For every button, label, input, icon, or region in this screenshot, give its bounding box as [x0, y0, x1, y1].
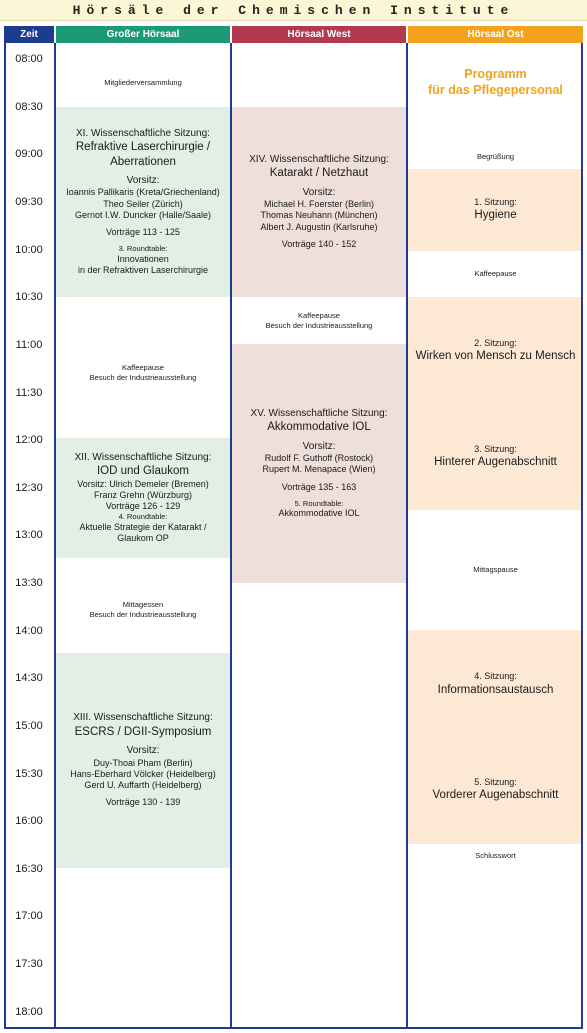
- roundtable-label: 3. Roundtable:: [118, 244, 168, 254]
- time-label: 08:30: [15, 101, 43, 113]
- talks-range: Vorträge 140 - 152: [281, 238, 357, 249]
- column-header-zeit: Zeit: [4, 26, 54, 43]
- event-label: Kaffeepause: [122, 363, 164, 373]
- page-header: Hörsäle der Chemischen Institute: [0, 0, 587, 21]
- event-sublabel: Besuch der Industrieausstellung: [89, 372, 197, 382]
- time-label: 11:30: [15, 387, 43, 399]
- chair-label: Vorsitz:: [302, 440, 336, 452]
- chair-name: Michael H. Foerster (Berlin): [263, 199, 375, 210]
- roundtable-name: in der Refraktiven Laserchirurgie: [77, 265, 209, 276]
- time-label: 10:00: [15, 244, 43, 256]
- roundtable-name: Aktuelle Strategie der Katarakt /: [79, 521, 207, 532]
- column-header-hoersaal-west: Hörsaal West: [232, 26, 406, 43]
- grid-line: [54, 43, 56, 1029]
- time-label: 14:00: [15, 625, 43, 637]
- chair-name: Thomas Neuhann (München): [260, 210, 378, 221]
- chair-name: Ioannis Pallikaris (Kreta/Griechenland): [66, 187, 220, 198]
- time-label: 14:30: [15, 672, 43, 684]
- gross-kaffeepause: [56, 297, 230, 438]
- program-subtitle: für das Pflegepersonal: [428, 83, 563, 97]
- west-session-15: [232, 344, 406, 583]
- time-label: 10:30: [15, 291, 43, 303]
- chair-name: Albert J. Augustin (Karlsruhe): [260, 221, 378, 232]
- chair-label: Vorsitz:: [126, 745, 160, 757]
- event-label: Mitgliederversammlung: [104, 78, 182, 88]
- time-label: 12:00: [15, 434, 43, 446]
- grid-line-bottom: [4, 1027, 583, 1029]
- time-label: 17:30: [15, 958, 43, 970]
- west-session-14: [232, 107, 406, 297]
- grid-line: [406, 43, 408, 1029]
- session-title: XV. Wissenschaftliche Sitzung:: [250, 407, 388, 419]
- chair-name: Rupert M. Menapace (Wien): [262, 464, 376, 475]
- time-label: 16:30: [15, 863, 43, 875]
- chair-name: Hans-Eberhard Völcker (Heidelberg): [70, 768, 216, 779]
- chair-name: Gernot I.W. Duncker (Halle/Saale): [74, 209, 212, 220]
- grid-line: [230, 43, 232, 1029]
- grid-line: [581, 43, 583, 1029]
- session-title: XI. Wissenschaftliche Sitzung:: [76, 127, 210, 139]
- gross-session-11: [56, 107, 230, 297]
- roundtable-name: Innovationen: [117, 253, 169, 264]
- column-header-hoersaal-ost: Hörsaal Ost: [408, 26, 583, 43]
- ost-session-4-5: [408, 630, 583, 844]
- chair-name: Gerd U. Auffarth (Heidelberg): [84, 780, 202, 791]
- session-name: Vorderer Augenabschnitt: [432, 789, 559, 802]
- chair-name: Franz Grehn (Würzburg): [93, 489, 193, 500]
- time-label: 16:00: [15, 815, 43, 827]
- chair-label: Vorsitz:: [302, 186, 336, 198]
- session-title: XII. Wissenschaftliche Sitzung:: [74, 451, 212, 463]
- grid-line: [4, 43, 6, 1029]
- roundtable-label: 5. Roundtable:: [294, 498, 344, 508]
- event-label: Kaffeepause: [298, 311, 340, 321]
- session-name: Informationsaustausch: [437, 683, 554, 696]
- time-label: 17:00: [15, 910, 43, 922]
- ost-programm-header: [408, 43, 583, 123]
- time-label: 18:00: [15, 1006, 43, 1018]
- event-label: Schlusswort: [475, 851, 516, 861]
- time-label: 11:00: [15, 339, 43, 351]
- time-label: 12:30: [15, 482, 43, 494]
- talks-range: Vorträge 113 - 125: [106, 227, 180, 238]
- column-header-grosser-hoersaal: Großer Hörsaal: [56, 26, 230, 43]
- session-name: ESCRS / DGII-Symposium: [74, 725, 212, 738]
- chair-name: Rudolf F. Guthoff (Rostock): [264, 453, 374, 463]
- event-sublabel: Besuch der Industrieausstellung: [265, 320, 373, 330]
- ost-session-2-3: [408, 297, 583, 510]
- session-name: Katarakt / Netzhaut: [269, 167, 369, 180]
- time-label: 09:00: [15, 148, 43, 160]
- west-kaffeepause: [232, 297, 406, 344]
- roundtable-label: 4. Roundtable:: [118, 512, 168, 522]
- time-label: 15:30: [15, 768, 43, 780]
- ost-schlusswort: [408, 844, 583, 868]
- time-label: 13:30: [15, 577, 43, 589]
- chair-label: Vorsitz:: [126, 174, 160, 186]
- roundtable-name: Glaukom OP: [117, 533, 169, 543]
- gross-mittagessen: [56, 558, 230, 653]
- talks-range: Vorträge 126 - 129: [105, 501, 181, 512]
- event-sublabel: Besuch der Industrieausstellung: [89, 609, 197, 619]
- session-name: Wirken von Mensch zu Mensch: [415, 350, 576, 363]
- program-title: Programm: [464, 67, 527, 82]
- ost-session-1: [408, 169, 583, 251]
- ost-mittagspause: [408, 510, 583, 630]
- chair-name: Vorsitz: Ulrich Demeler (Bremen): [77, 478, 209, 489]
- event-label: Mittagspause: [473, 565, 518, 575]
- session-label: 2. Sitzung:: [474, 337, 517, 348]
- session-name: Hinterer Augenabschnitt: [434, 455, 557, 468]
- session-title: XIII. Wissenschaftliche Sitzung:: [73, 712, 213, 724]
- session-label: 1. Sitzung:: [474, 197, 517, 208]
- ost-kaffeepause: [408, 251, 583, 297]
- time-label: 09:30: [15, 196, 43, 208]
- gross-session-12: [56, 438, 230, 558]
- time-label: 08:00: [15, 53, 43, 65]
- ost-begruessung: [408, 145, 583, 169]
- time-label: 15:00: [15, 720, 43, 732]
- session-name: Akkommodative IOL: [267, 421, 371, 434]
- event-label: Mittagessen: [122, 600, 164, 610]
- time-label: 13:00: [15, 529, 43, 541]
- gross-session-13: [56, 653, 230, 868]
- event-label: Kaffeepause: [474, 269, 517, 279]
- session-label: 3. Sitzung:: [474, 443, 517, 454]
- session-name: IOD und Glaukom: [96, 465, 190, 478]
- session-name: Refraktive Laserchirurgie /: [75, 141, 211, 154]
- session-name: Aberrationen: [110, 155, 176, 168]
- chair-name: Theo Seiler (Zürich): [103, 198, 183, 209]
- chair-name: Duy-Thoai Pham (Berlin): [93, 757, 193, 768]
- session-label: 5. Sitzung:: [474, 777, 517, 787]
- session-title: XIV. Wissenschaftliche Sitzung:: [249, 153, 389, 165]
- event-label: Begrüßung: [476, 152, 515, 162]
- session-label: 4. Sitzung:: [474, 671, 517, 682]
- gross-mitgliederversammlung: [56, 43, 230, 107]
- session-name: Hygiene: [474, 209, 517, 222]
- roundtable-name: Akkommodative IOL: [278, 508, 360, 519]
- talks-range: Vorträge 130 - 139: [105, 797, 181, 808]
- talks-range: Vorträge 135 - 163: [281, 481, 357, 492]
